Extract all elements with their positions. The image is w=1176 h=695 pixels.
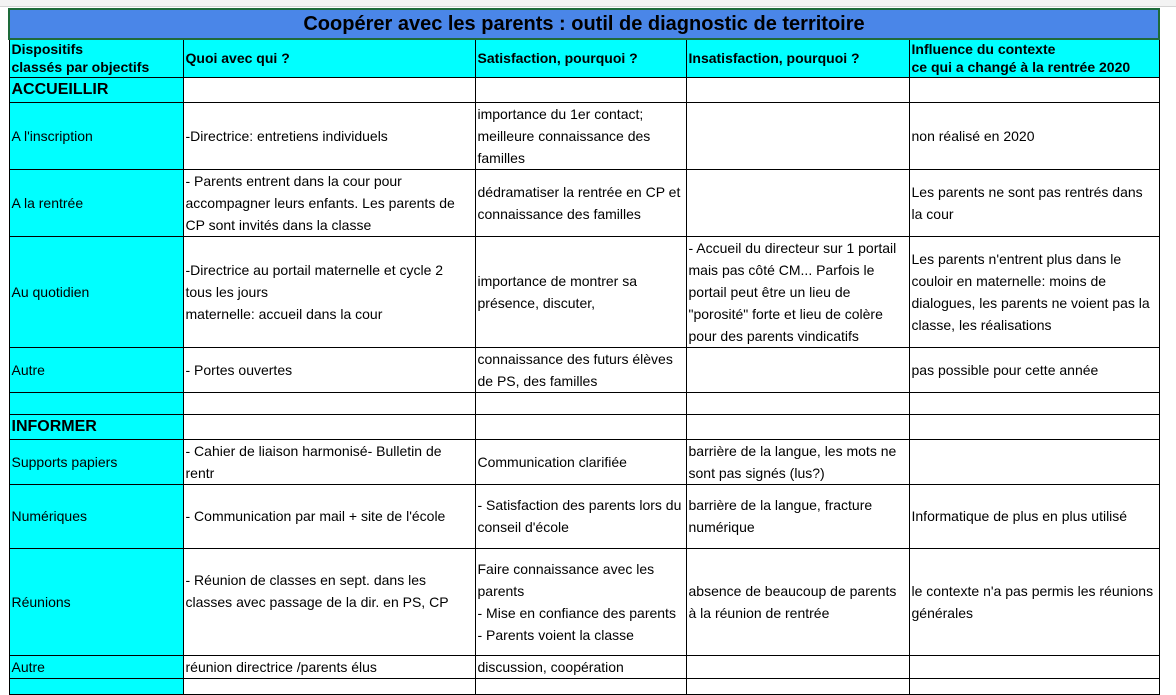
column-header-bar — [0, 0, 1176, 7]
empty-cell[interactable] — [9, 678, 183, 694]
empty-row — [9, 678, 1159, 694]
table-row — [9, 484, 1159, 548]
dispositif-cell[interactable]: A la rentrée — [9, 169, 183, 236]
empty-cell[interactable] — [475, 414, 686, 439]
empty-cell[interactable] — [686, 77, 909, 102]
empty-cell[interactable] — [909, 414, 1159, 439]
table-row — [9, 236, 1159, 347]
dispositif-cell[interactable]: Réunions — [9, 548, 183, 655]
satisfaction-cell[interactable]: dédramatiser la rentrée en CP et connaissance des familles — [475, 169, 686, 236]
quoi-cell[interactable]: - Réunion de classes en sept. dans les classes avec passage de la dir. en PS, CP — [183, 548, 475, 655]
quoi-cell[interactable]: - Communication par mail + site de l'école — [183, 484, 475, 548]
empty-cell[interactable] — [909, 678, 1159, 694]
influence-cell[interactable]: pas possible pour cette année — [909, 347, 1159, 392]
influence-cell[interactable]: non réalisé en 2020 — [909, 102, 1159, 169]
empty-row — [9, 392, 1159, 414]
empty-cell[interactable] — [686, 392, 909, 414]
empty-cell[interactable] — [475, 77, 686, 102]
empty-cell[interactable] — [183, 678, 475, 694]
influence-cell[interactable]: Les parents ne sont pas rentrés dans la cour — [909, 169, 1159, 236]
header-quoi[interactable]: Quoi avec qui ? — [183, 39, 475, 77]
insatisfaction-cell[interactable]: absence de beaucoup de parents à la réunion de rentrée — [686, 548, 909, 655]
empty-cell[interactable] — [909, 77, 1159, 102]
influence-cell[interactable] — [909, 655, 1159, 678]
satisfaction-cell[interactable]: Faire connaissance avec les parents - Mise en confiance des parents - Parents voient la classe — [475, 548, 686, 655]
insatisfaction-cell[interactable]: barrière de la langue, fracture numérique — [686, 484, 909, 548]
header-dispositifs[interactable]: Dispositifs classés par objectifs — [9, 39, 183, 77]
table-row — [9, 347, 1159, 392]
section-row — [9, 77, 1159, 102]
empty-cell[interactable] — [475, 392, 686, 414]
influence-cell[interactable]: le contexte n'a pas permis les réunions générales — [909, 548, 1159, 655]
section-title[interactable]: INFORMER — [9, 414, 183, 439]
header-satisfaction[interactable]: Satisfaction, pourquoi ? — [475, 39, 686, 77]
empty-cell[interactable] — [183, 414, 475, 439]
dispositif-cell[interactable]: Numériques — [9, 484, 183, 548]
insatisfaction-cell[interactable] — [686, 169, 909, 236]
table-row — [9, 102, 1159, 169]
empty-cell[interactable] — [475, 678, 686, 694]
dispositif-cell[interactable]: Au quotidien — [9, 236, 183, 347]
quoi-cell[interactable]: -Directrice: entretiens individuels — [183, 102, 475, 169]
satisfaction-cell[interactable]: importance de montrer sa présence, discuter, — [475, 236, 686, 347]
empty-cell[interactable] — [183, 77, 475, 102]
empty-cell[interactable] — [686, 414, 909, 439]
section-row — [9, 414, 1159, 439]
empty-cell[interactable] — [9, 392, 183, 414]
empty-cell[interactable] — [686, 678, 909, 694]
influence-cell[interactable]: Informatique de plus en plus utilisé — [909, 484, 1159, 548]
quoi-cell[interactable]: réunion directrice /parents élus — [183, 655, 475, 678]
insatisfaction-cell[interactable] — [686, 655, 909, 678]
satisfaction-cell[interactable]: Communication clarifiée — [475, 439, 686, 484]
dispositif-cell[interactable]: Autre — [9, 347, 183, 392]
table-row — [9, 439, 1159, 484]
insatisfaction-cell[interactable]: barrière de la langue, les mots ne sont pas signés (lus?) — [686, 439, 909, 484]
insatisfaction-cell[interactable]: - Accueil du directeur sur 1 portail mais pas côté CM... Parfois le portail peut être un lieu de "porosité" forte et lieu de colère pour des parents vindicatifs — [686, 236, 909, 347]
influence-cell[interactable] — [909, 439, 1159, 484]
header-influence[interactable]: Influence du contexte ce qui a changé à la rentrée 2020 — [909, 39, 1159, 77]
quoi-cell[interactable]: -Directrice au portail maternelle et cycle 2 tous les jours maternelle: accueil dans la cour — [183, 236, 475, 347]
quoi-cell[interactable]: - Cahier de liaison harmonisé- Bulletin de rentr — [183, 439, 475, 484]
satisfaction-cell[interactable]: connaissance des futurs élèves de PS, des familles — [475, 347, 686, 392]
influence-cell[interactable]: Les parents n'entrent plus dans le couloir en maternelle: moins de dialogues, les parents ne voient pas la classe, les réalisations — [909, 236, 1159, 347]
dispositif-cell[interactable]: Autre — [9, 655, 183, 678]
table-row — [9, 169, 1159, 236]
satisfaction-cell[interactable]: importance du 1er contact; meilleure connaissance des familles — [475, 102, 686, 169]
table-title[interactable]: Coopérer avec les parents : outil de diagnostic de territoire — [9, 9, 1159, 39]
table-row — [9, 548, 1159, 655]
header-insatisfaction[interactable]: Insatisfaction, pourquoi ? — [686, 39, 909, 77]
quoi-cell[interactable]: - Parents entrent dans la cour pour accompagner leurs enfants. Les parents de CP sont invités dans la classe — [183, 169, 475, 236]
quoi-cell[interactable]: - Portes ouvertes — [183, 347, 475, 392]
dispositif-cell[interactable]: Supports papiers — [9, 439, 183, 484]
section-title[interactable]: ACCUEILLIR — [9, 77, 183, 102]
dispositif-cell[interactable]: A l'inscription — [9, 102, 183, 169]
table-row — [9, 655, 1159, 678]
satisfaction-cell[interactable]: - Satisfaction des parents lors du conseil d'école — [475, 484, 686, 548]
diagnostic-table — [8, 8, 1160, 695]
satisfaction-cell[interactable]: discussion, coopération — [475, 655, 686, 678]
empty-cell[interactable] — [183, 392, 475, 414]
empty-cell[interactable] — [909, 392, 1159, 414]
insatisfaction-cell[interactable] — [686, 102, 909, 169]
insatisfaction-cell[interactable] — [686, 347, 909, 392]
